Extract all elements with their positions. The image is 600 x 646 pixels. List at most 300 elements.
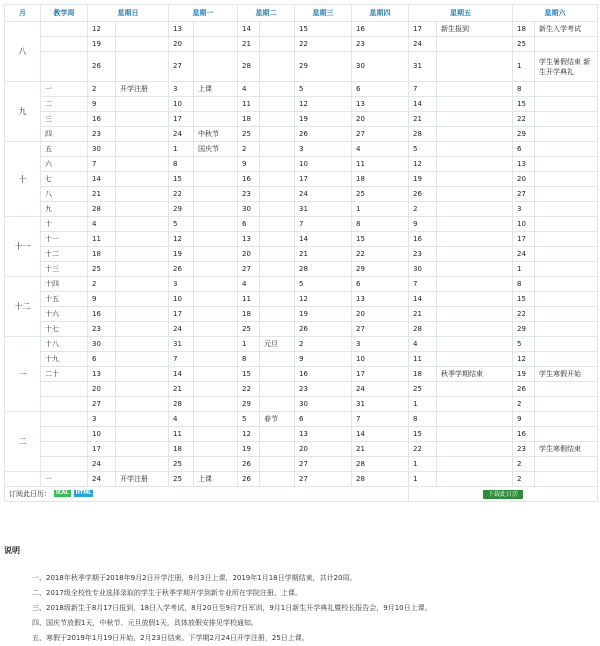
event-monday bbox=[194, 352, 238, 367]
event-saturday bbox=[535, 187, 598, 202]
event-saturday bbox=[535, 307, 598, 322]
date-thursday: 1 bbox=[352, 202, 409, 217]
header-sunday: 星期日 bbox=[88, 5, 169, 22]
teaching-week-cell bbox=[41, 37, 88, 52]
date-tuesday: 22 bbox=[238, 382, 260, 397]
notes-title: 说明 bbox=[4, 546, 20, 555]
week-row bbox=[5, 232, 598, 247]
date-tuesday: 30 bbox=[238, 202, 260, 217]
date-saturday: 8 bbox=[513, 82, 535, 97]
event-saturday bbox=[535, 37, 598, 52]
event-monday bbox=[194, 457, 238, 472]
date-friday: 25 bbox=[409, 382, 437, 397]
event-friday bbox=[437, 352, 513, 367]
teaching-week-cell: 一 bbox=[41, 82, 88, 97]
teaching-week-cell: 十四 bbox=[41, 277, 88, 292]
month-cell: 十二 bbox=[5, 277, 41, 337]
event-tuesday bbox=[260, 262, 295, 277]
teaching-week-cell: 十五 bbox=[41, 292, 88, 307]
event-sunday bbox=[116, 97, 169, 112]
date-monday: 29 bbox=[169, 202, 194, 217]
date-sunday: 28 bbox=[88, 202, 116, 217]
event-saturday: 新生入学考试 bbox=[535, 22, 598, 37]
event-sunday bbox=[116, 127, 169, 142]
date-saturday: 2 bbox=[513, 472, 535, 487]
event-sunday: 开学注册 bbox=[116, 472, 169, 487]
date-thursday: 6 bbox=[352, 82, 409, 97]
date-friday: 4 bbox=[409, 337, 437, 352]
event-tuesday bbox=[260, 172, 295, 187]
event-monday bbox=[194, 187, 238, 202]
event-monday bbox=[194, 307, 238, 322]
teaching-week-cell: 十二 bbox=[41, 247, 88, 262]
event-tuesday bbox=[260, 457, 295, 472]
event-tuesday bbox=[260, 472, 295, 487]
event-tuesday bbox=[260, 37, 295, 52]
teaching-week-cell bbox=[41, 412, 88, 427]
date-tuesday: 25 bbox=[238, 322, 260, 337]
date-wednesday: 5 bbox=[295, 277, 352, 292]
date-wednesday: 27 bbox=[295, 457, 352, 472]
date-sunday: 23 bbox=[88, 322, 116, 337]
event-saturday bbox=[535, 292, 598, 307]
event-sunday bbox=[116, 337, 169, 352]
ical-link[interactable]: ICAL bbox=[56, 490, 69, 496]
date-thursday: 13 bbox=[352, 97, 409, 112]
event-tuesday bbox=[260, 322, 295, 337]
date-thursday: 20 bbox=[352, 112, 409, 127]
event-tuesday bbox=[260, 427, 295, 442]
event-friday bbox=[437, 337, 513, 352]
date-wednesday: 9 bbox=[295, 352, 352, 367]
date-thursday: 24 bbox=[352, 382, 409, 397]
event-monday bbox=[194, 292, 238, 307]
date-friday: 30 bbox=[409, 262, 437, 277]
event-monday bbox=[194, 412, 238, 427]
date-thursday: 27 bbox=[352, 127, 409, 142]
date-wednesday: 16 bbox=[295, 367, 352, 382]
date-monday: 3 bbox=[169, 277, 194, 292]
event-monday bbox=[194, 337, 238, 352]
date-sunday: 30 bbox=[88, 337, 116, 352]
event-friday: 新生报到 bbox=[437, 22, 513, 37]
date-monday: 31 bbox=[169, 337, 194, 352]
event-tuesday bbox=[260, 382, 295, 397]
month-cell bbox=[5, 472, 41, 487]
event-sunday bbox=[116, 187, 169, 202]
date-tuesday: 2 bbox=[238, 142, 260, 157]
date-wednesday: 28 bbox=[295, 262, 352, 277]
event-monday bbox=[194, 202, 238, 217]
event-friday bbox=[437, 37, 513, 52]
event-tuesday bbox=[260, 142, 295, 157]
week-row bbox=[5, 202, 598, 217]
date-sunday: 24 bbox=[88, 472, 116, 487]
week-row bbox=[5, 97, 598, 112]
week-row bbox=[5, 82, 598, 97]
event-friday bbox=[437, 247, 513, 262]
date-monday: 24 bbox=[169, 127, 194, 142]
date-sunday: 18 bbox=[88, 247, 116, 262]
date-tuesday: 27 bbox=[238, 262, 260, 277]
event-friday bbox=[437, 172, 513, 187]
event-tuesday bbox=[260, 127, 295, 142]
date-saturday: 8 bbox=[513, 277, 535, 292]
event-sunday bbox=[116, 157, 169, 172]
date-sunday: 3 bbox=[88, 412, 116, 427]
header-monday: 星期一 bbox=[169, 5, 238, 22]
date-thursday: 30 bbox=[352, 52, 409, 82]
date-tuesday: 11 bbox=[238, 292, 260, 307]
date-monday: 8 bbox=[169, 157, 194, 172]
week-row bbox=[5, 442, 598, 457]
date-tuesday: 12 bbox=[238, 427, 260, 442]
week-row bbox=[5, 172, 598, 187]
date-thursday: 8 bbox=[352, 217, 409, 232]
week-row bbox=[5, 262, 598, 277]
date-thursday: 23 bbox=[352, 37, 409, 52]
event-saturday bbox=[535, 382, 598, 397]
event-sunday bbox=[116, 382, 169, 397]
date-tuesday: 13 bbox=[238, 232, 260, 247]
event-sunday bbox=[116, 457, 169, 472]
event-sunday bbox=[116, 367, 169, 382]
week-row bbox=[5, 427, 598, 442]
event-monday bbox=[194, 397, 238, 412]
event-tuesday bbox=[260, 187, 295, 202]
subscribe-row bbox=[5, 487, 598, 502]
header-saturday: 星期六 bbox=[513, 5, 598, 22]
date-wednesday: 29 bbox=[295, 52, 352, 82]
event-monday: 上课 bbox=[194, 472, 238, 487]
event-friday bbox=[437, 397, 513, 412]
event-friday bbox=[437, 307, 513, 322]
event-saturday bbox=[535, 322, 598, 337]
event-sunday bbox=[116, 277, 169, 292]
date-tuesday: 28 bbox=[238, 52, 260, 82]
date-thursday: 17 bbox=[352, 367, 409, 382]
date-tuesday: 8 bbox=[238, 352, 260, 367]
event-saturday bbox=[535, 247, 598, 262]
date-friday: 18 bbox=[409, 367, 437, 382]
date-thursday: 29 bbox=[352, 262, 409, 277]
teaching-week-cell: 十六 bbox=[41, 307, 88, 322]
date-sunday: 19 bbox=[88, 37, 116, 52]
event-saturday bbox=[535, 112, 598, 127]
event-friday bbox=[437, 322, 513, 337]
date-friday: 21 bbox=[409, 307, 437, 322]
date-sunday: 16 bbox=[88, 112, 116, 127]
date-monday: 10 bbox=[169, 97, 194, 112]
date-monday: 1 bbox=[169, 142, 194, 157]
date-monday: 21 bbox=[169, 382, 194, 397]
event-friday bbox=[437, 52, 513, 82]
event-saturday bbox=[535, 412, 598, 427]
date-saturday: 19 bbox=[513, 367, 535, 382]
event-monday bbox=[194, 442, 238, 457]
date-sunday: 27 bbox=[88, 397, 116, 412]
teaching-week-cell: 六 bbox=[41, 157, 88, 172]
date-sunday: 26 bbox=[88, 52, 116, 82]
event-sunday bbox=[116, 52, 169, 82]
event-saturday bbox=[535, 352, 598, 367]
date-sunday: 23 bbox=[88, 127, 116, 142]
month-cell: 二 bbox=[5, 412, 41, 472]
date-tuesday: 29 bbox=[238, 397, 260, 412]
date-thursday: 11 bbox=[352, 157, 409, 172]
date-thursday: 20 bbox=[352, 307, 409, 322]
date-tuesday: 20 bbox=[238, 247, 260, 262]
date-saturday: 3 bbox=[513, 202, 535, 217]
date-friday: 19 bbox=[409, 172, 437, 187]
date-sunday: 6 bbox=[88, 352, 116, 367]
date-thursday: 18 bbox=[352, 172, 409, 187]
date-sunday: 16 bbox=[88, 307, 116, 322]
date-sunday: 12 bbox=[88, 22, 116, 37]
date-friday: 22 bbox=[409, 442, 437, 457]
event-saturday bbox=[535, 397, 598, 412]
event-friday bbox=[437, 262, 513, 277]
teaching-week-cell: 三 bbox=[41, 112, 88, 127]
date-monday: 19 bbox=[169, 247, 194, 262]
date-sunday: 9 bbox=[88, 97, 116, 112]
date-saturday: 2 bbox=[513, 457, 535, 472]
event-sunday bbox=[116, 352, 169, 367]
date-saturday: 24 bbox=[513, 247, 535, 262]
event-monday bbox=[194, 172, 238, 187]
date-wednesday: 21 bbox=[295, 247, 352, 262]
date-monday: 18 bbox=[169, 442, 194, 457]
week-row bbox=[5, 292, 598, 307]
event-tuesday bbox=[260, 352, 295, 367]
teaching-week-cell: 八 bbox=[41, 187, 88, 202]
teaching-week-cell: 十八 bbox=[41, 337, 88, 352]
event-friday bbox=[437, 427, 513, 442]
note-line: 二、2017级全校性专业选择录取的学生于秋季学期开学到新专业所在学院注册、上课。 bbox=[32, 589, 302, 597]
week-row bbox=[5, 472, 598, 487]
date-saturday: 18 bbox=[513, 22, 535, 37]
teaching-week-cell: 七 bbox=[41, 172, 88, 187]
subscribe-label: 订阅此日历： bbox=[9, 489, 51, 498]
event-friday bbox=[437, 442, 513, 457]
date-tuesday: 21 bbox=[238, 37, 260, 52]
date-saturday: 23 bbox=[513, 442, 535, 457]
download-calendar-button[interactable]: 下载此日历 bbox=[483, 490, 523, 499]
event-sunday bbox=[116, 22, 169, 37]
event-sunday bbox=[116, 322, 169, 337]
date-saturday: 6 bbox=[513, 142, 535, 157]
date-wednesday: 31 bbox=[295, 202, 352, 217]
event-saturday bbox=[535, 457, 598, 472]
event-tuesday bbox=[260, 202, 295, 217]
date-saturday: 13 bbox=[513, 157, 535, 172]
teaching-week-cell: 二十 bbox=[41, 367, 88, 382]
date-monday: 22 bbox=[169, 187, 194, 202]
date-tuesday: 23 bbox=[238, 187, 260, 202]
event-tuesday bbox=[260, 97, 295, 112]
teaching-week-cell: 四 bbox=[41, 127, 88, 142]
note-line: 五、寒假于2019年1月19日开始，2月23日结束。下学期2月24日开学注册，25日上课。 bbox=[32, 634, 309, 642]
date-thursday: 10 bbox=[352, 352, 409, 367]
event-sunday bbox=[116, 112, 169, 127]
academic-calendar-table bbox=[4, 4, 598, 502]
date-friday: 7 bbox=[409, 277, 437, 292]
date-wednesday: 27 bbox=[295, 472, 352, 487]
event-tuesday bbox=[260, 307, 295, 322]
date-thursday: 15 bbox=[352, 232, 409, 247]
date-monday: 27 bbox=[169, 52, 194, 82]
teaching-week-cell: 十九 bbox=[41, 352, 88, 367]
date-monday: 13 bbox=[169, 22, 194, 37]
event-tuesday bbox=[260, 157, 295, 172]
date-saturday: 25 bbox=[513, 37, 535, 52]
teaching-week-cell: 九 bbox=[41, 202, 88, 217]
event-monday bbox=[194, 157, 238, 172]
event-monday bbox=[194, 217, 238, 232]
date-thursday: 25 bbox=[352, 187, 409, 202]
date-sunday: 11 bbox=[88, 232, 116, 247]
note-line: 四、国庆节放假1天，中秋节、元旦放假1天，具体放假安排见学校通知。 bbox=[32, 619, 258, 627]
date-monday: 10 bbox=[169, 292, 194, 307]
event-sunday bbox=[116, 412, 169, 427]
header-month: 月 bbox=[5, 5, 41, 22]
event-sunday bbox=[116, 262, 169, 277]
date-monday: 7 bbox=[169, 352, 194, 367]
date-wednesday: 3 bbox=[295, 142, 352, 157]
html-link[interactable]: HTML bbox=[75, 490, 92, 496]
date-monday: 17 bbox=[169, 307, 194, 322]
week-row bbox=[5, 37, 598, 52]
date-thursday: 6 bbox=[352, 277, 409, 292]
note-line: 三、2018级新生于8月17日报到，18日入学考试，8月20日至9月7日军训，9月1日新生开学典礼暨校长报告会，9月10日上课。 bbox=[32, 604, 432, 612]
event-monday bbox=[194, 322, 238, 337]
event-sunday bbox=[116, 427, 169, 442]
teaching-week-cell: 十三 bbox=[41, 262, 88, 277]
teaching-week-cell bbox=[41, 22, 88, 37]
event-monday bbox=[194, 22, 238, 37]
event-monday bbox=[194, 382, 238, 397]
event-monday bbox=[194, 367, 238, 382]
date-tuesday: 1 bbox=[238, 337, 260, 352]
event-tuesday bbox=[260, 52, 295, 82]
date-saturday: 16 bbox=[513, 427, 535, 442]
date-saturday: 1 bbox=[513, 262, 535, 277]
event-friday bbox=[437, 472, 513, 487]
date-tuesday: 18 bbox=[238, 307, 260, 322]
event-monday: 中秋节 bbox=[194, 127, 238, 142]
date-thursday: 28 bbox=[352, 457, 409, 472]
header-row bbox=[5, 5, 598, 22]
date-saturday: 15 bbox=[513, 292, 535, 307]
date-monday: 5 bbox=[169, 217, 194, 232]
event-tuesday bbox=[260, 247, 295, 262]
event-tuesday bbox=[260, 277, 295, 292]
week-row bbox=[5, 22, 598, 37]
header-week: 教学周 bbox=[41, 5, 88, 22]
event-friday bbox=[437, 202, 513, 217]
event-monday bbox=[194, 277, 238, 292]
date-wednesday: 2 bbox=[295, 337, 352, 352]
teaching-week-cell: 五 bbox=[41, 142, 88, 157]
date-saturday: 29 bbox=[513, 322, 535, 337]
date-tuesday: 4 bbox=[238, 277, 260, 292]
date-sunday: 20 bbox=[88, 382, 116, 397]
date-friday: 31 bbox=[409, 52, 437, 82]
event-sunday bbox=[116, 142, 169, 157]
week-row bbox=[5, 142, 598, 157]
date-monday: 11 bbox=[169, 427, 194, 442]
event-friday bbox=[437, 142, 513, 157]
week-row bbox=[5, 337, 598, 352]
date-friday: 1 bbox=[409, 472, 437, 487]
header-tuesday: 星期二 bbox=[238, 5, 295, 22]
date-wednesday: 7 bbox=[295, 217, 352, 232]
date-thursday: 13 bbox=[352, 292, 409, 307]
event-friday bbox=[437, 157, 513, 172]
date-monday: 4 bbox=[169, 412, 194, 427]
date-thursday: 7 bbox=[352, 412, 409, 427]
download-cell bbox=[409, 487, 598, 502]
date-saturday: 9 bbox=[513, 412, 535, 427]
date-friday: 9 bbox=[409, 217, 437, 232]
event-saturday bbox=[535, 142, 598, 157]
teaching-week-cell bbox=[41, 382, 88, 397]
note-line: 一、2018年秋季学期于2018年9月2日开学注册，9月3日上课，2019年1月18日学期结束，共计20周。 bbox=[32, 574, 357, 582]
date-thursday: 3 bbox=[352, 337, 409, 352]
date-sunday: 2 bbox=[88, 82, 116, 97]
date-tuesday: 19 bbox=[238, 442, 260, 457]
event-tuesday bbox=[260, 292, 295, 307]
date-monday: 12 bbox=[169, 232, 194, 247]
date-wednesday: 23 bbox=[295, 382, 352, 397]
event-friday bbox=[437, 292, 513, 307]
date-wednesday: 19 bbox=[295, 307, 352, 322]
event-saturday bbox=[535, 217, 598, 232]
date-friday: 14 bbox=[409, 292, 437, 307]
date-tuesday: 9 bbox=[238, 157, 260, 172]
date-thursday: 27 bbox=[352, 322, 409, 337]
date-sunday: 14 bbox=[88, 172, 116, 187]
date-monday: 28 bbox=[169, 397, 194, 412]
subscribe-cell bbox=[5, 487, 409, 502]
date-monday: 25 bbox=[169, 472, 194, 487]
week-row bbox=[5, 307, 598, 322]
event-tuesday: 元旦 bbox=[260, 337, 295, 352]
date-friday: 17 bbox=[409, 22, 437, 37]
date-friday: 2 bbox=[409, 202, 437, 217]
event-saturday: 学生寒假开始 bbox=[535, 367, 598, 382]
date-tuesday: 4 bbox=[238, 82, 260, 97]
event-friday bbox=[437, 112, 513, 127]
date-saturday: 2 bbox=[513, 397, 535, 412]
date-tuesday: 11 bbox=[238, 97, 260, 112]
date-tuesday: 18 bbox=[238, 112, 260, 127]
event-saturday bbox=[535, 472, 598, 487]
date-friday: 24 bbox=[409, 37, 437, 52]
event-monday: 上课 bbox=[194, 82, 238, 97]
date-thursday: 22 bbox=[352, 247, 409, 262]
date-sunday: 25 bbox=[88, 262, 116, 277]
teaching-week-cell: 十七 bbox=[41, 322, 88, 337]
date-saturday: 20 bbox=[513, 172, 535, 187]
event-monday bbox=[194, 262, 238, 277]
date-tuesday: 6 bbox=[238, 217, 260, 232]
date-wednesday: 26 bbox=[295, 127, 352, 142]
date-thursday: 21 bbox=[352, 442, 409, 457]
event-monday bbox=[194, 112, 238, 127]
date-monday: 26 bbox=[169, 262, 194, 277]
header-thursday: 星期四 bbox=[352, 5, 409, 22]
